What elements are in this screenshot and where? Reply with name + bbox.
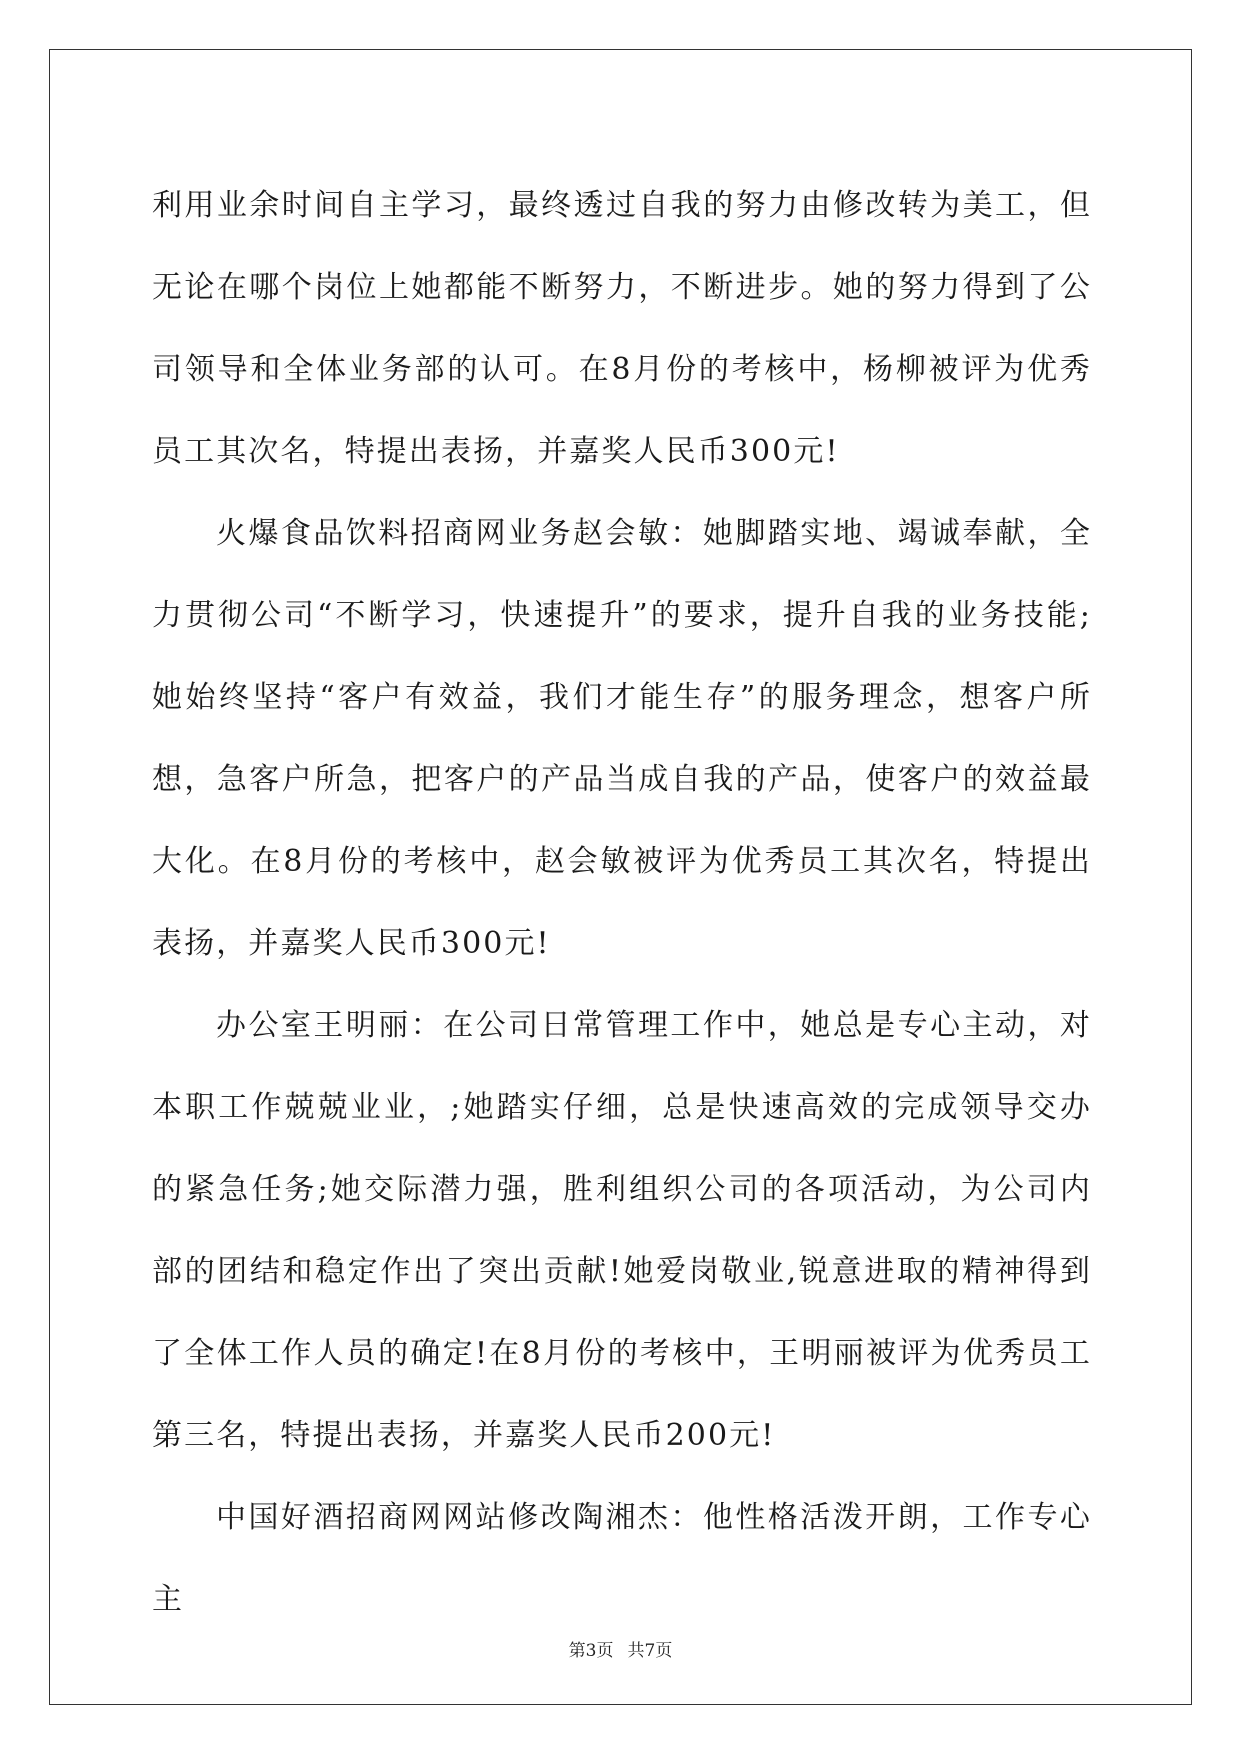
paragraph-wang-mingli: 办公室王明丽：在公司日常管理工作中，她总是专心主动，对本职工作兢兢业业，;她踏实仔细，总是快速高效的完成领导交办的紧急任务;她交际潜力强，胜利组织公司的各项活动，为公司内部的团结和稳定作出了突出贡献!她爱岗敬业,锐意进取的精神得到了全体工作人员的确定!在8月份的考核中，王明丽被评为优秀员工第三名，特提出表扬，并嘉奖人民币200元! [152, 1008, 1092, 1453]
document-body [152, 165, 1092, 1641]
page-footer [0, 1636, 1241, 1661]
paragraph-zhao-huimin: 火爆食品饮料招商网业务赵会敏：她脚踏实地、竭诚奉献，全力贯彻公司“不断学习，快速提升”的要求，提升自我的业务技能;她始终坚持“客户有效益，我们才能生存”的服务理念，想客户所想，急客户所急，把客户的产品当成自我的产品，使客户的效益最大化。在8月份的考核中，赵会敏被评为优秀员工其次名，特提出表扬，并嘉奖人民币300元! [152, 516, 1092, 961]
page-number-current: 第3页 [568, 1641, 614, 1661]
paragraph-tao-xiangjie: 中国好酒招商网网站修改陶湘杰：他性格活泼开朗，工作专心主 [152, 1500, 1092, 1617]
page-number-total: 共7页 [627, 1641, 673, 1661]
paragraph-yang-liu: 利用业余时间自主学习，最终透过自我的努力由修改转为美工，但无论在哪个岗位上她都能不断努力，不断进步。她的努力得到了公司领导和全体业务部的认可。在8月份的考核中，杨柳被评为优秀员工其次名，特提出表扬，并嘉奖人民币300元! [152, 188, 1092, 469]
